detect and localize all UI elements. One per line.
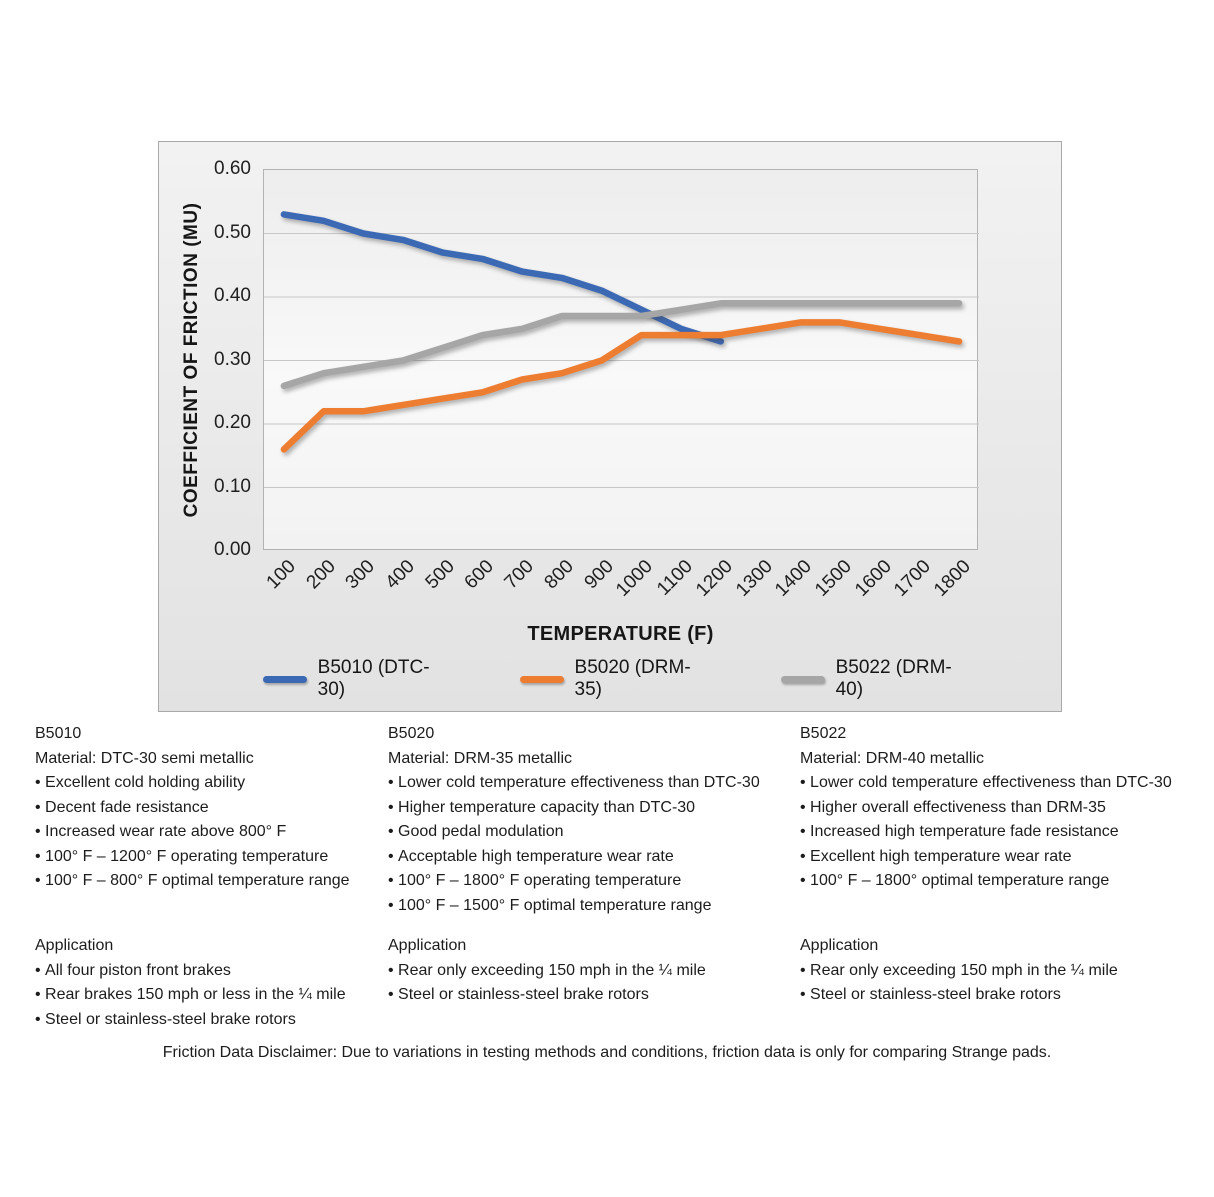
bullet-item: • 100° F – 1800° optimal temperature range: [800, 869, 1214, 894]
bullet-item: • Decent fade resistance: [35, 796, 388, 821]
product-application-b5022: [800, 934, 1214, 1032]
bullet-item: • Higher temperature capacity than DTC-30: [388, 796, 800, 821]
product-spec-b5010: [35, 722, 388, 918]
bullet-item: • Steel or stainless-steel brake rotors: [35, 1008, 388, 1033]
bullet-item: • Increased wear rate above 800° F: [35, 820, 388, 845]
legend-swatch-b5010: [263, 676, 307, 683]
legend-item: [520, 657, 717, 701]
bullet-item: • Higher overall effectiveness than DRM-35: [800, 796, 1214, 821]
product-material: Material: DRM-40 metallic: [800, 749, 985, 767]
product-code: B5010: [35, 725, 82, 742]
x-tick-label: 700: [500, 556, 539, 594]
legend-item: [781, 657, 978, 701]
x-tick-label: 300: [341, 556, 380, 594]
series-line-b5020: [284, 322, 959, 449]
bullet-item: • Acceptable high temperature wear rate: [388, 845, 800, 870]
bullet-item: • 100° F – 1500° F optimal temperature range: [388, 894, 800, 919]
bullet-item: • Excellent cold holding ability: [35, 771, 388, 796]
feature-list: [388, 771, 800, 918]
feature-list: [800, 771, 1214, 894]
y-axis-title: COEFFICIENT OF FRICTION (MU): [181, 202, 202, 518]
bullet-item: • Lower cold temperature effectiveness than DTC-30: [388, 771, 800, 796]
x-tick-label: 1200: [691, 556, 737, 601]
x-tick-label: 600: [461, 556, 499, 594]
x-axis-title: TEMPERATURE (F): [527, 623, 714, 645]
friction-chart: [158, 141, 1062, 712]
x-tick-label: 1300: [731, 556, 777, 601]
legend-label: B5010 (DTC-30): [317, 657, 430, 700]
application-heading: Application: [35, 937, 114, 954]
y-tick-label: 0.00: [214, 539, 251, 560]
bullet-item: • Good pedal modulation: [388, 820, 800, 845]
bullet-item: • Excellent high temperature wear rate: [800, 845, 1214, 870]
product-application-b5010: [35, 934, 388, 1032]
product-code: B5020: [388, 725, 435, 742]
x-tick-label: 1000: [612, 556, 658, 601]
bullet-item: • Rear only exceeding 150 mph in the ¼ mile: [388, 959, 800, 984]
x-tick-label: 800: [540, 556, 578, 594]
legend-swatch-b5022: [781, 676, 825, 683]
bullet-item: • Steel or stainless-steel brake rotors: [800, 983, 1214, 1008]
x-tick-label: 1400: [771, 556, 817, 601]
x-tick-label: 200: [302, 556, 340, 594]
x-tick-label: 100: [262, 556, 300, 594]
x-tick-label: 400: [381, 556, 419, 594]
application-list: [35, 959, 388, 1033]
bullet-item: • Rear brakes 150 mph or less in the ¼ mile: [35, 983, 388, 1008]
disclaimer: Friction Data Disclaimer: Due to variations in testing methods and conditions, friction data is only for comparing Strange pads.: [162, 1044, 1052, 1061]
plot-area: [263, 169, 978, 550]
product-material: Material: DTC-30 semi metallic: [35, 749, 254, 767]
legend-swatch-b5020: [520, 676, 564, 683]
application-list: [388, 959, 800, 1008]
product-application-b5020: [388, 934, 800, 1032]
bullet-item: • All four piston front brakes: [35, 959, 388, 984]
feature-list: [35, 771, 388, 894]
application-list: [800, 959, 1214, 1008]
x-tick-label: 1600: [850, 556, 896, 601]
y-tick-label: 0.50: [214, 221, 251, 243]
chart-canvas: [264, 170, 979, 551]
bullet-item: • 100° F – 1800° F operating temperature: [388, 869, 800, 894]
y-tick-label: 0.30: [214, 348, 251, 370]
x-tick-label: 1100: [653, 556, 697, 600]
bullet-item: • Lower cold temperature effectiveness than DTC-30: [800, 771, 1214, 796]
x-tick-label: 1800: [930, 556, 975, 601]
product-material: Material: DRM-35 metallic: [388, 749, 573, 767]
application-heading: Application: [388, 937, 467, 954]
y-tick-label: 0.20: [214, 412, 251, 433]
x-tick-label: 500: [421, 556, 459, 594]
product-columns: [35, 722, 1214, 1032]
application-heading: Application: [800, 937, 879, 954]
legend-item: [263, 657, 456, 701]
x-tick-label: 900: [580, 556, 618, 594]
bullet-item: • Rear only exceeding 150 mph in the ¼ mile: [800, 959, 1214, 984]
bullet-item: • 100° F – 800° F optimal temperature range: [35, 869, 388, 894]
bullet-item: • 100° F – 1200° F operating temperature: [35, 845, 388, 870]
y-tick-label: 0.60: [214, 158, 251, 179]
y-tick-label: 0.10: [214, 475, 251, 497]
x-tick-label: 1700: [890, 556, 936, 601]
bullet-item: • Steel or stainless-steel brake rotors: [388, 983, 800, 1008]
legend-label: B5022 (DRM-40): [835, 657, 952, 700]
chart-legend: [263, 657, 978, 700]
product-code: B5022: [800, 725, 847, 742]
y-tick-label: 0.40: [214, 285, 251, 306]
bullet-item: • Increased high temperature fade resistance: [800, 820, 1214, 845]
legend-label: B5020 (DRM-35): [574, 657, 691, 700]
product-spec-b5022: [800, 722, 1214, 918]
x-tick-label: 1500: [811, 556, 856, 601]
product-spec-b5020: [388, 722, 800, 918]
